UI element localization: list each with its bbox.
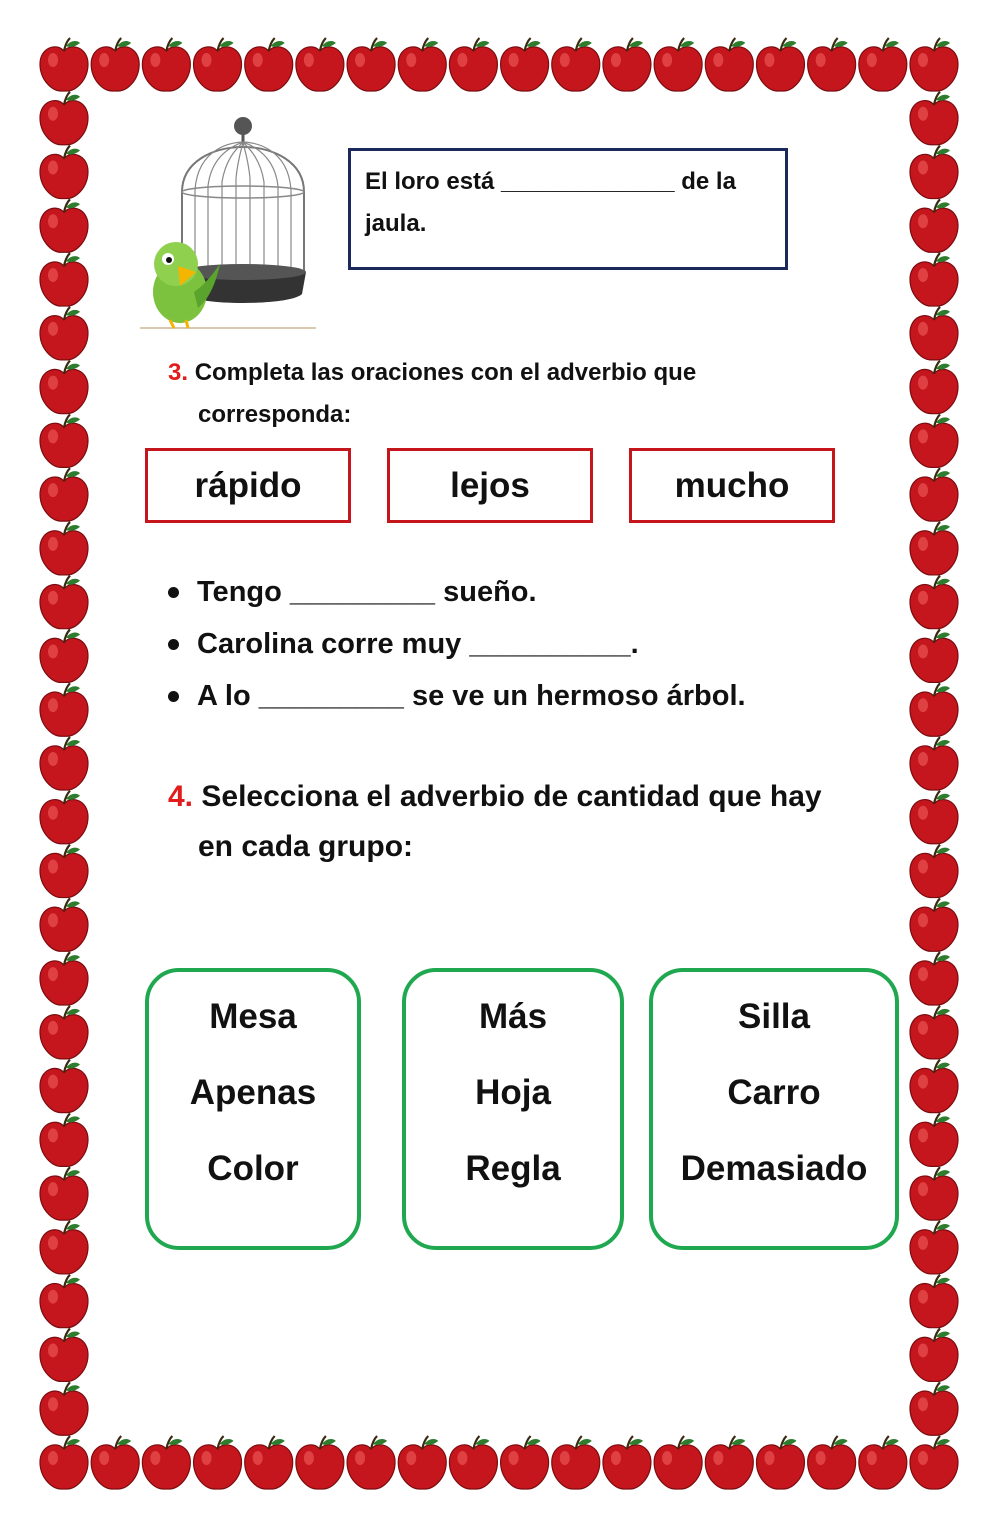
word-bank-item: lejos [387, 448, 593, 523]
apple-icon [91, 38, 139, 91]
group-word[interactable]: Silla [738, 997, 810, 1036]
apple-icon [910, 468, 958, 521]
apple-icon [296, 38, 344, 91]
apple-icon [40, 1436, 88, 1489]
apple-icon [603, 38, 651, 91]
apple-icon [910, 1113, 958, 1166]
apple-icon [910, 845, 958, 898]
apple-icon [449, 1436, 497, 1489]
apple-icon [910, 253, 958, 306]
word-group-1 [145, 968, 361, 1250]
apple-icon [756, 38, 804, 91]
apple-icon [40, 952, 88, 1005]
apple-icon [808, 1436, 856, 1489]
apple-icon [808, 38, 856, 91]
apple-icon [501, 1436, 549, 1489]
apple-icon [40, 1328, 88, 1381]
apple-icon [40, 1006, 88, 1059]
apple-icon [194, 38, 242, 91]
apple-icon [194, 1436, 242, 1489]
apple-icon [910, 361, 958, 414]
group-word[interactable]: Hoja [475, 1073, 551, 1112]
list-item: Carolina corre muy __________. [168, 618, 746, 670]
instruction-text-cont: en cada grupo: [198, 830, 414, 863]
apple-icon [705, 38, 753, 91]
apple-icon [910, 683, 958, 736]
apple-icon [347, 38, 395, 91]
apple-icon [40, 414, 88, 467]
group-word[interactable]: Regla [465, 1149, 561, 1188]
apple-icon [398, 38, 446, 91]
instruction-text: Completa las oraciones con el adverbio que [194, 359, 697, 386]
apple-icon [910, 576, 958, 629]
apple-icon [40, 361, 88, 414]
apple-icon [40, 576, 88, 629]
group-word[interactable]: Color [207, 1149, 299, 1188]
apple-icon [910, 1060, 958, 1113]
bullet-icon [168, 691, 179, 702]
apple-icon [910, 791, 958, 844]
apple-icon [296, 1436, 344, 1489]
apple-icon [40, 1221, 88, 1274]
apple-icon [910, 1328, 958, 1381]
word-group-3 [649, 968, 899, 1250]
apple-icon [40, 92, 88, 145]
apple-icon [756, 1436, 804, 1489]
apple-icon [40, 1382, 88, 1435]
apple-icon [910, 414, 958, 467]
apple-icon [910, 952, 958, 1005]
apple-icon [40, 38, 88, 91]
apple-icon [910, 1275, 958, 1328]
instruction-text-cont: corresponda: [198, 401, 352, 428]
apple-icon [910, 1167, 958, 1220]
apple-icon [910, 522, 958, 575]
instruction-text: Selecciona el adverbio de cantidad que hay [201, 780, 822, 813]
apple-icon [859, 38, 907, 91]
apple-icon [654, 1436, 702, 1489]
bullet-icon [168, 587, 179, 598]
apple-icon [552, 38, 600, 91]
group-word[interactable]: Mesa [209, 997, 297, 1036]
apple-icon [40, 146, 88, 199]
apple-icon [245, 1436, 293, 1489]
apple-icon [40, 253, 88, 306]
apple-icon [40, 1275, 88, 1328]
word-bank-item: rápido [145, 448, 351, 523]
question-4-instruction [168, 772, 888, 872]
apple-icon [40, 737, 88, 790]
apple-icon [40, 1113, 88, 1166]
apple-icon [910, 307, 958, 360]
apple-icon [40, 468, 88, 521]
apple-icon [910, 1221, 958, 1274]
apple-icon [40, 1060, 88, 1113]
apple-icon [705, 1436, 753, 1489]
apple-icon [910, 737, 958, 790]
apple-icon [40, 1167, 88, 1220]
apple-icon [142, 1436, 190, 1489]
apple-icon [501, 38, 549, 91]
apple-icon [40, 629, 88, 682]
apple-icon [142, 38, 190, 91]
apple-icon [40, 307, 88, 360]
word-group-2 [402, 968, 624, 1250]
apple-icon [347, 1436, 395, 1489]
question-number: 4. [168, 780, 194, 813]
sentence-box [348, 148, 788, 270]
group-word[interactable]: Apenas [189, 1073, 317, 1112]
sentence-text: El loro está _____________ de la jaula. [365, 168, 736, 237]
apple-icon [910, 1382, 958, 1435]
apple-icon [40, 522, 88, 575]
apple-icon [552, 1436, 600, 1489]
apple-icon [910, 1006, 958, 1059]
group-word[interactable]: Carro [727, 1073, 821, 1112]
parrot-cage-icon [140, 112, 320, 332]
apple-icon [40, 199, 88, 252]
group-word[interactable]: Más [478, 997, 548, 1036]
apple-icon [910, 38, 958, 91]
apple-icon [449, 38, 497, 91]
apple-icon [910, 898, 958, 951]
apple-icon [245, 38, 293, 91]
apple-icon [910, 146, 958, 199]
apple-icon [910, 629, 958, 682]
apple-icon [40, 898, 88, 951]
word-bank-item: mucho [629, 448, 835, 523]
sentence-list [168, 566, 746, 722]
apple-icon [40, 845, 88, 898]
apple-icon [910, 199, 958, 252]
apple-icon [654, 38, 702, 91]
apple-icon [910, 1436, 958, 1489]
question-3-instruction [168, 352, 808, 436]
apple-icon [40, 683, 88, 736]
group-word[interactable]: Demasiado [680, 1149, 868, 1188]
apple-icon [859, 1436, 907, 1489]
bullet-icon [168, 639, 179, 650]
apple-icon [603, 1436, 651, 1489]
question-number: 3. [168, 359, 189, 386]
apple-icon [91, 1436, 139, 1489]
list-item: Tengo _________ sueño. [168, 566, 746, 618]
apple-icon [398, 1436, 446, 1489]
list-item: A lo _________ se ve un hermoso árbol. [168, 670, 746, 722]
apple-icon [910, 92, 958, 145]
apple-icon [40, 791, 88, 844]
